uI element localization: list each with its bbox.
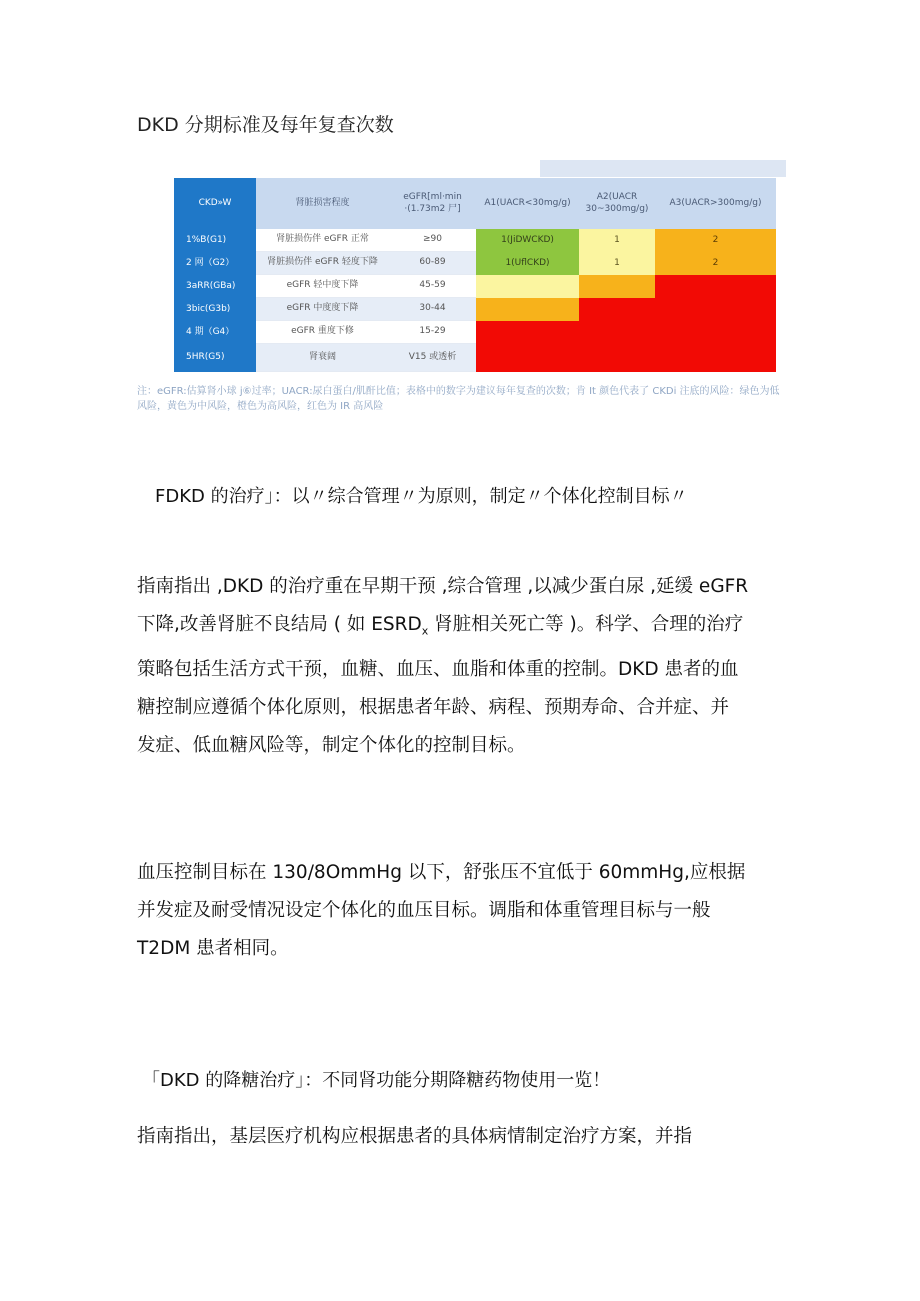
egfr-cell: ≥90	[389, 229, 476, 252]
risk-cell-low: 1(UflCKD)	[476, 252, 579, 275]
risk-cell-high	[579, 275, 655, 298]
paragraph-line: 糖控制应遵循个体化原则，根据患者年龄、病程、预期寿命、合并症、并	[137, 696, 730, 718]
egfr-cell: 60-89	[389, 252, 476, 275]
risk-cell-very-high	[655, 275, 776, 298]
risk-cell-very-high	[579, 321, 655, 344]
subscript-x: x	[421, 624, 429, 638]
treatment-heading: FDKD 的治疗」：以〃综合管理〃为原则，制定〃个体化控制目标〃	[155, 486, 688, 507]
stage-cell: 1%B(G1)	[174, 229, 256, 252]
paragraph-blood-pressure	[137, 854, 787, 968]
risk-cell-very-high	[655, 298, 776, 321]
stage-cell: 2 网（G2）	[174, 252, 256, 275]
header-a3: A3(UACR>300mg/g)	[655, 178, 776, 229]
risk-cell-very-high	[655, 344, 776, 372]
risk-cell-moderate: 1	[579, 252, 655, 275]
dkd-staging-table	[174, 178, 776, 372]
header-ckd-stage: CKD»W	[174, 178, 256, 229]
stage-cell: 3bic(G3b)	[174, 298, 256, 321]
header-a2: A2(UACR 30~300mg/g)	[579, 178, 655, 229]
paragraph-line	[137, 606, 787, 651]
document-title: DKD 分期标准及每年复查次数	[137, 114, 394, 136]
paragraph-line: T2DM 患者相同。	[137, 938, 289, 959]
paragraph-treatment	[137, 568, 787, 765]
drug-heading: 「DKD 的降糖治疗」：不同肾功能分期降糖药物使用一览！	[142, 1070, 611, 1091]
damage-cell: 肾脏损伤伴 eGFR 轻度下降	[256, 252, 389, 275]
paragraph-line: 并发症及耐受情况设定个体化的血压目标。调脂和体重管理目标与一般	[137, 900, 711, 921]
line-text: 肾脏相关死亡等 )。科学、合理的治疗	[428, 614, 744, 635]
risk-cell-moderate: 1	[579, 229, 655, 252]
damage-cell: eGFR 重度下修	[256, 321, 389, 344]
header-a1: A1(UACR<30mg/g)	[476, 178, 579, 229]
header-egfr: eGFR[ml·min ·(1.73m2 尸]	[389, 178, 476, 229]
risk-cell-high: 2	[655, 229, 776, 252]
damage-cell: eGFR 轻中度下降	[256, 275, 389, 298]
stage-cell: 4 期（G4）	[174, 321, 256, 344]
table-top-band	[540, 160, 786, 177]
risk-cell-very-high	[476, 344, 579, 372]
paragraph-line: 血压控制目标在 130/8OmmHg 以下，舒张压不宜低于 60mmHg,应根据	[137, 862, 746, 883]
damage-cell: 肾脏损伤伴 eGFR 正常	[256, 229, 389, 252]
paragraph-line: 策略包括生活方式干预，血糖、血压、血脂和体重的控制。DKD 患者的血	[137, 658, 739, 680]
damage-cell: eGFR 中度度下降	[256, 298, 389, 321]
risk-cell-very-high	[655, 321, 776, 344]
risk-cell-very-high	[579, 344, 655, 372]
egfr-cell: V15 或透析	[389, 344, 476, 372]
table-footnote: 注：eGFR:估算肾小球 j⑥过率；UACR:尿白蛋白/肌酐比值；表格中的数字为建议每年复查的次数；肯 It 颜色代表了 CKDi 注底的风险：绿色为低风险，黄色为中风险，橙色为高风险，红色为 IR 高风险	[137, 386, 780, 412]
paragraph-line: 指南指出，基层医疗机构应根据患者的具体病情制定治疗方案，并指	[137, 1126, 693, 1147]
paragraph-line: 发症、低血糖风险等，制定个体化的控制目标。	[137, 734, 526, 756]
risk-cell-very-high	[476, 321, 579, 344]
egfr-cell: 15-29	[389, 321, 476, 344]
paragraph-line: 指南指出 ,DKD 的治疗重在早期干预 ,综合管理 ,以减少蛋白尿 ,延缓 eGFR	[137, 576, 749, 597]
risk-cell-moderate	[476, 275, 579, 298]
risk-cell-high: 2	[655, 252, 776, 275]
paragraph-primary-care	[137, 1118, 787, 1156]
egfr-cell: 30-44	[389, 298, 476, 321]
risk-cell-low: 1(JiDWCKD)	[476, 229, 579, 252]
risk-cell-high	[476, 298, 579, 321]
line-text: 下降,改善肾脏不良结局 ( 如 ESRD	[137, 614, 422, 635]
egfr-cell: 45-59	[389, 275, 476, 298]
header-kidney-damage: 肾脏损害程度	[256, 178, 389, 229]
stage-cell: 3aRR(GBa)	[174, 275, 256, 298]
risk-cell-very-high	[579, 298, 655, 321]
damage-cell: 肾衰阔	[256, 344, 389, 372]
stage-cell: 5HR(G5)	[174, 344, 256, 372]
